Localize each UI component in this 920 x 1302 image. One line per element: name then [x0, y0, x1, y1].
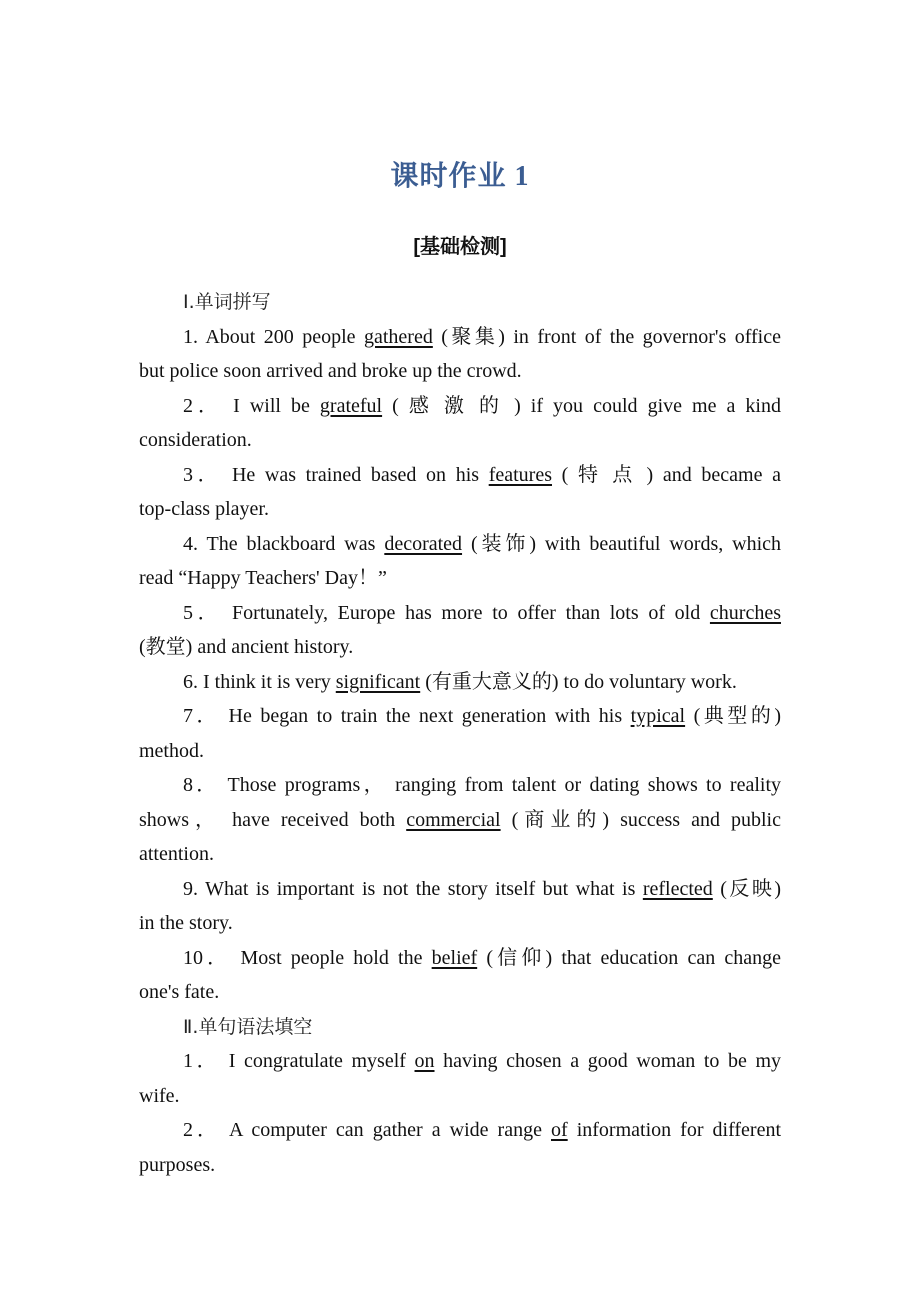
question-text: having chosen a good woman to be my	[434, 1050, 781, 1072]
question-line: consideration.	[139, 429, 252, 451]
answer-word: reflected	[642, 877, 713, 900]
question-text: 3． He was trained based on his	[183, 463, 489, 486]
section-1-heading: Ⅰ.单词拼写	[183, 291, 271, 313]
question-line: read “Happy Teachers' Day！”	[139, 567, 387, 589]
question-text: if you could give me a kind	[520, 394, 781, 417]
answer-word: features	[488, 463, 552, 486]
question-line	[139, 665, 781, 700]
question-text: 1. About 200 people	[183, 325, 364, 348]
question-text: 5． Fortunately, Europe has more to offer than lots of old	[183, 601, 710, 624]
question-line: but police soon arrived and broke up the crowd.	[139, 360, 522, 382]
question-line	[139, 1044, 781, 1079]
answer-word: decorated	[384, 532, 463, 555]
question-line: wife.	[139, 1084, 180, 1107]
question-line: one's fate.	[139, 981, 220, 1003]
question-line	[139, 941, 781, 976]
question-text: in front of the governor's office	[504, 325, 781, 348]
answer-word: typical	[630, 705, 686, 727]
question-text: 1． I congratulate myself	[183, 1050, 415, 1072]
question-line: top-class player.	[139, 498, 269, 520]
section-subtitle: [基础检测]	[413, 236, 507, 258]
question-text: with beautiful words, which	[535, 532, 781, 555]
question-text: and became a	[653, 463, 781, 486]
question-line	[139, 699, 781, 734]
question-line: purposes.	[139, 1153, 216, 1176]
question-text: success and public	[609, 808, 781, 831]
chinese-hint: ( 感 激 的 )	[382, 394, 521, 417]
question-line: method.	[139, 739, 204, 762]
question-line: (教堂) and ancient history.	[139, 636, 354, 658]
question-line	[139, 458, 781, 493]
question-line: attention.	[139, 843, 214, 865]
question-text: 2． I will be	[183, 394, 320, 417]
chinese-hint: (信仰)	[477, 946, 553, 969]
question-text: 7． He began to train the next generation with his	[183, 705, 631, 727]
question-text: 6. I think it is very	[183, 670, 336, 693]
question-text: shows， have received both	[139, 808, 407, 831]
question-line	[139, 320, 781, 355]
question-line	[139, 872, 781, 907]
question-text: 9. What is important is not the story itself but what is	[183, 877, 643, 900]
chinese-hint: (有重大意义的)	[420, 670, 559, 693]
chinese-hint: (反映)	[712, 877, 781, 900]
document-body	[139, 285, 781, 1182]
chinese-hint: (装饰)	[462, 532, 536, 555]
page-title: 课时作业 1	[390, 161, 530, 192]
question-line	[139, 596, 781, 631]
question-text: that education can change	[552, 946, 781, 969]
question-text: 4. The blackboard was	[183, 532, 385, 555]
question-text: information for different	[567, 1119, 781, 1141]
chinese-hint: (聚集)	[432, 325, 505, 348]
answer-word: churches	[709, 601, 781, 624]
question-text: 2． A computer can gather a wide range	[183, 1119, 551, 1141]
question-line: 8． Those programs， ranging from talent or dating shows to reality	[183, 774, 781, 796]
question-line	[139, 389, 781, 424]
answer-word: belief	[431, 946, 478, 969]
question-line: in the story.	[139, 912, 233, 934]
question-line	[139, 527, 781, 562]
chinese-hint: (典型的)	[685, 705, 781, 727]
answer-word: significant	[335, 670, 421, 693]
question-line	[139, 1113, 781, 1148]
answer-word: gathered	[363, 325, 433, 348]
answer-word: on	[414, 1050, 435, 1072]
answer-word: commercial	[406, 808, 501, 831]
question-text: 10． Most people hold the	[183, 946, 432, 969]
answer-word: of	[551, 1119, 568, 1141]
section-2-heading: Ⅱ.单句语法填空	[183, 1015, 313, 1038]
question-text: to do voluntary work.	[558, 670, 737, 693]
question-line	[139, 803, 781, 838]
answer-word: grateful	[319, 394, 383, 417]
chinese-hint: ( 特 点 )	[551, 463, 654, 486]
chinese-hint: (商业的)	[500, 808, 610, 831]
